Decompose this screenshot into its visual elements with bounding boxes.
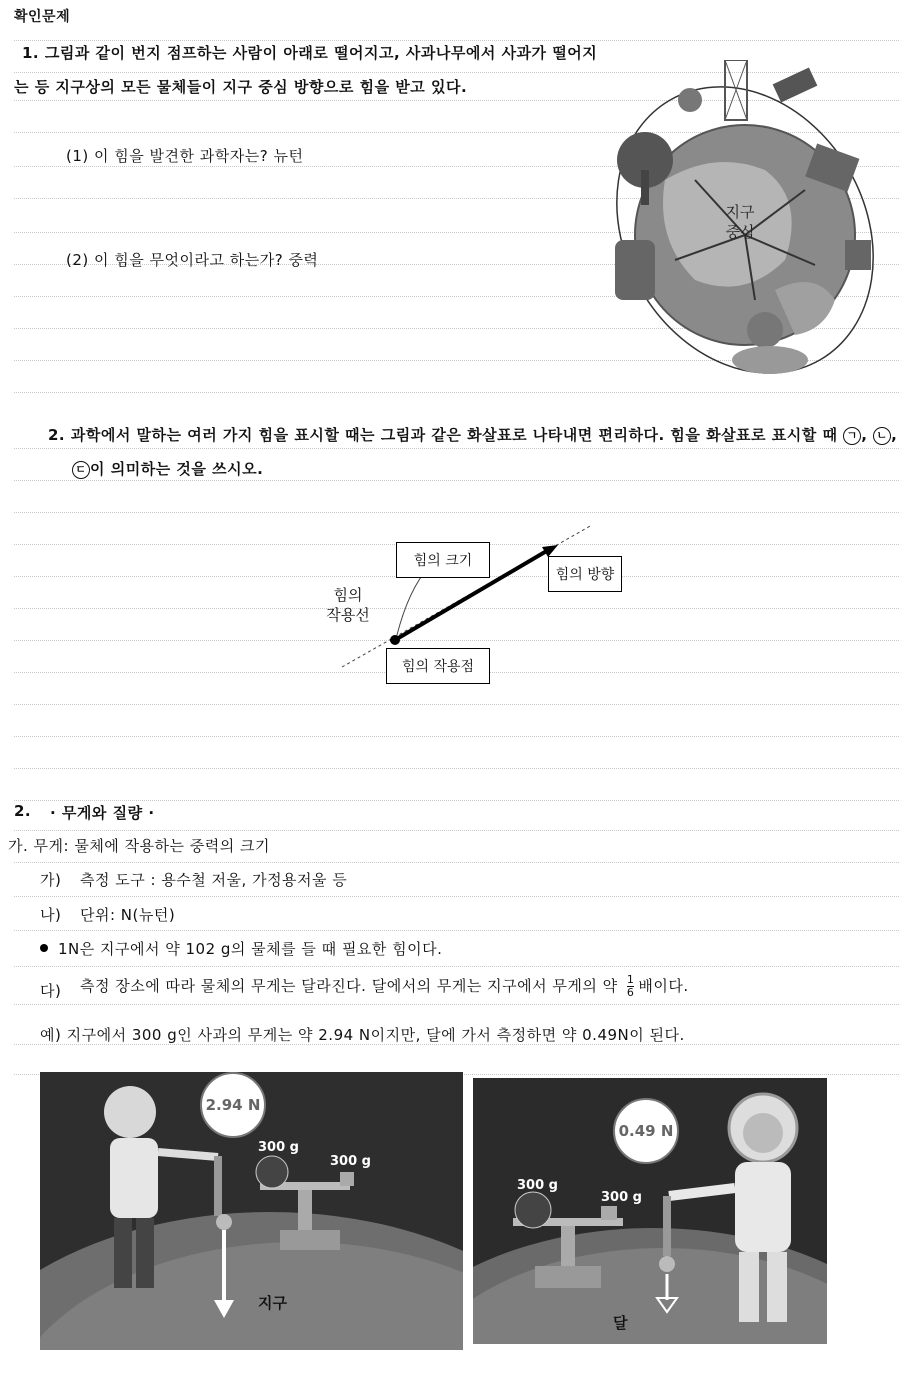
section2-number: 2.: [14, 802, 32, 820]
ga2-prefix: 나): [40, 906, 62, 924]
earth-weight-mass: 300 g: [330, 1154, 371, 1169]
moon-weight-mass: 300 g: [601, 1190, 642, 1205]
ga1-text: 측정 도구 : 용수철 저울, 가정용저울 등: [80, 871, 348, 889]
label-magnitude: 힘의 크기: [396, 542, 490, 578]
q2-text-a: 2. 과학에서 말하는 여러 가지 힘을 표시할 때는 그림과 같은 화살표로 나타내면 편리하다. 힘을 화살표로 표시할 때: [48, 426, 838, 444]
ga3-text-a: 측정 장소에 따라 물체의 무게는 달라진다. 달에서의 무게는 지구에서 무게의 약: [80, 977, 618, 995]
earth-place: 지구: [258, 1294, 287, 1312]
q1-text-line2: 는 등 지구상의 모든 물체들이 지구 중심 방향으로 힘을 받고 있다.: [14, 78, 468, 96]
moon-apple-mass: 300 g: [517, 1178, 558, 1193]
ga1-prefix: 가): [40, 871, 62, 889]
label-direction: 힘의 방향: [548, 556, 622, 592]
earth-center-label: 지구 중심: [725, 203, 755, 241]
mark-2: ㄴ: [873, 427, 891, 445]
mark-1: ㄱ: [843, 427, 861, 445]
ga2-text: 단위: N(뉴턴): [80, 906, 176, 924]
moon-weighing-photo: [473, 1078, 827, 1344]
mark-3: ㄷ: [72, 461, 90, 479]
bullet-dot: [40, 944, 48, 952]
q2-text-b: 이 의미하는 것을 쓰시오.: [90, 460, 264, 478]
earth-apple-mass: 300 g: [258, 1140, 299, 1155]
q2-text-line1: 2. 과학에서 말하는 여러 가지 힘을 표시할 때는 그림과 같은 화살표로 나타내면 편리하다. 힘을 화살표로 표시할 때 ㄱ , ㄴ ,: [48, 426, 898, 444]
moon-place: 달: [613, 1314, 628, 1332]
section2-title: · 무게와 질량 ·: [50, 804, 155, 822]
q1-sub2: (2) 이 힘을 무엇이라고 하는가? 중력: [66, 251, 319, 269]
q1-text-line1: 1. 그림과 같이 번지 점프하는 사람이 아래로 떨어지고, 사과나무에서 사과가 떨어지: [22, 44, 598, 62]
fraction-denominator: 6: [626, 986, 635, 999]
ga3-line: [80, 974, 689, 999]
moon-reading: 0.49 N: [613, 1098, 679, 1164]
example-text: 예) 지구에서 300 g인 사과의 무게는 약 2.94 N이지만, 달에 가서 측정하면 약 0.49N이 된다.: [40, 1026, 685, 1044]
q1-sub1: (1) 이 힘을 발견한 과학자는? 뉴턴: [66, 147, 304, 165]
ga3-text-b: 배이다.: [638, 977, 689, 995]
page-heading: 확인문제: [14, 9, 71, 25]
q2-text-line2: [72, 458, 263, 479]
earth-reading: 2.94 N: [200, 1072, 266, 1138]
fraction-numerator: 1: [626, 973, 635, 986]
ga3-prefix: 다): [40, 982, 62, 1000]
earth-weighing-photo: [40, 1072, 463, 1350]
label-line: 힘의 작용선: [326, 586, 370, 624]
label-point: 힘의 작용점: [386, 648, 490, 684]
section2-ga: 가. 무게: 물체에 작용하는 중력의 크기: [8, 837, 271, 855]
bullet-text: 1N은 지구에서 약 102 g의 물체를 들 때 필요한 힘이다.: [58, 940, 443, 958]
fraction-one-sixth: [627, 974, 635, 999]
